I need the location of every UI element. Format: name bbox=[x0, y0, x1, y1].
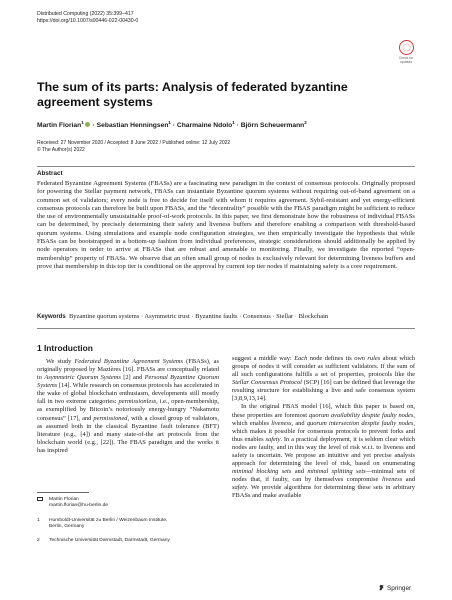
springer-horse-icon bbox=[378, 584, 385, 591]
affiliation-mark: 1 bbox=[168, 120, 171, 125]
author-name[interactable]: · Charmaine Ndolo bbox=[170, 122, 233, 130]
keywords-label: Keywords bbox=[37, 314, 66, 320]
paragraph: suggest a middle way: Each node defines its own rules about which groups of nodes it will consider as sufficient validators. If the sum of all such configurations fulfills a set of properties, protocols like the Stellar Consensus Protocol (SCP) [16] can be defined that leverage the resulting structure for establishing a live and safe consensus system [3,8,9,13,14]. bbox=[232, 355, 415, 403]
check-updates-line2: updates bbox=[399, 60, 413, 64]
paragraph: We study Federated Byzantine Agreement Systems (FBASs), as originally proposed by Mazières [16]. FBASs are conceptually related to Asymmetric Quorum Systems [2] and Personal Byzantine Quorum Systems [14]. While research on consensus protocols has accelerated in the wake of global blockchain enthusiasm, developments still mostly fall in two extreme categories: permissionless, i.e., open-membership, as exemplified by Bitcoin’s notoriously energy-hungry “Nakamoto consensus” [17], and permissioned, with a closed group of validators, as assumed both in the classical Byzantine fault tolerance (BFT) literature (e.g., [4]) and many state-of-the art protocols from the blockchain world (e.g., [22]). The FBAS paradigm and the works it has inspired bbox=[37, 358, 219, 454]
copyright-line: © The Author(s) 2022 bbox=[37, 147, 85, 153]
paper-title: The sum of its parts: Analysis of federated byzantine agreement systems bbox=[37, 80, 348, 109]
affiliation-number: 2 bbox=[37, 538, 40, 543]
affiliation-line: Technische Universität Darmstadt, Darmstadt, Germany bbox=[49, 538, 170, 543]
envelope-icon bbox=[37, 497, 47, 504]
dates-line: Received: 27 November 2020 / Accepted: 8 June 2022 / Published online: 12 July 2022 bbox=[37, 140, 231, 146]
check-for-updates-badge[interactable] bbox=[397, 40, 415, 64]
keywords bbox=[37, 313, 415, 321]
footnote-divider bbox=[37, 492, 89, 493]
check-updates-icon bbox=[399, 40, 414, 55]
publisher-name: Springer bbox=[387, 585, 412, 592]
journal-citation: Distributed Computing (2022) 35:399–417 bbox=[37, 11, 134, 17]
doi-link[interactable]: https://doi.org/10.1007/s00446-022-00430-0 bbox=[37, 18, 139, 24]
paragraph: In the original FBAS model [16], which this paper is based on, these properties are foremost quorum availability despite faulty nodes, which enables liveness, and quorum intersection despite faulty nodes, which makes it possible for consensus protocols to prevent forks and thus enables safety. In a practical deployment, it is seldom clear which nodes are faulty, and in this way the level of risk w.r.t. to liveness and safety is uncertain. We propose an intuitive and yet precise analysis approach for determining the level of risk, based on enumerating minimal blocking sets and minimal splitting sets—minimal sets of nodes that, if faulty, can by themselves compromise liveness and safety. We provide algorithms for determining these sets in arbitrary FBASs and make available bbox=[232, 403, 416, 500]
publication-dates bbox=[37, 140, 230, 154]
divider bbox=[37, 166, 415, 167]
affiliation-1 bbox=[37, 518, 217, 532]
corresponding-author bbox=[37, 497, 217, 511]
journal-header bbox=[37, 11, 138, 25]
affiliation-line: Humboldt-Universität zu Berlin / Weizenbaum Institute, bbox=[49, 518, 168, 523]
abstract-text: Federated Byzantine Agreement Systems (FBASs) are a fascinating new paradigm in the context of consensus protocols. Originally proposed for powering the Stellar payment network, FBASs can instantiate Byzantine quorum systems without requiring out-of-band agreement on a common set of validators; every node is free to decide for itself with whom it requires agreement. Sybil-resistant and yet energy-efficient consensus protocols can therefore be built upon FBASs, and the “decentrality” possible with the FBAS paradigm might be sufficient to reduce the use of environmentally unsustainable proof-of-work protocols. In this paper, we first demonstrate how the robustness of individual FBASs can be determined, by precisely determining their safety and liveness buffers and therefore enabling a comparison with threshold-based quorum systems. Using simulations and example node configuration strategies, we then empirically investigate the hypothesis that while FBASs can be bootstrapped in a bottom-up fashion from individual preferences, strategic considerations should additionally be applied by node operators in order to arrive at FBASs that are robust and amenable to monitoring. Finally, we investigate the reported “open-membership” property of FBASs. We observe that an often small group of nodes is exclusively relevant for determining liveness buffers and prove that membership in this top tier is conditional on the approval by current top tier nodes if maintaining safety is a core requirement. bbox=[37, 180, 415, 270]
right-column bbox=[232, 355, 415, 500]
affiliation-2 bbox=[37, 538, 217, 546]
author-name[interactable]: · Björn Scheuermann bbox=[234, 122, 305, 130]
section-heading: 1 Introduction bbox=[37, 343, 93, 353]
keywords-text: Byzantine quorum systems · Asymmetric trust · Byzantine faults · Consensus · Stellar · Blockchain bbox=[68, 313, 329, 320]
author-list bbox=[37, 119, 307, 130]
left-column bbox=[37, 358, 219, 455]
publisher-logo bbox=[378, 584, 411, 592]
affiliation-number: 1 bbox=[37, 518, 40, 523]
abstract-heading: Abstract bbox=[37, 170, 63, 177]
corresponding-email[interactable]: martin.florian@hu-berlin.de bbox=[49, 503, 109, 509]
orcid-icon[interactable] bbox=[85, 122, 90, 127]
affiliation-mark: 2 bbox=[304, 120, 307, 125]
affiliation-mark: 1 bbox=[232, 120, 235, 125]
author-name[interactable]: · Sebastian Henningsen bbox=[90, 122, 169, 130]
author-name[interactable]: Martin Florian bbox=[37, 122, 82, 130]
check-updates-line1: Check for bbox=[398, 56, 414, 60]
affiliation-mark: 1 bbox=[81, 120, 84, 125]
divider bbox=[37, 328, 415, 329]
affiliation-line: Berlin, Germany bbox=[49, 524, 85, 530]
corresponding-name: Martin Florian bbox=[49, 497, 79, 502]
